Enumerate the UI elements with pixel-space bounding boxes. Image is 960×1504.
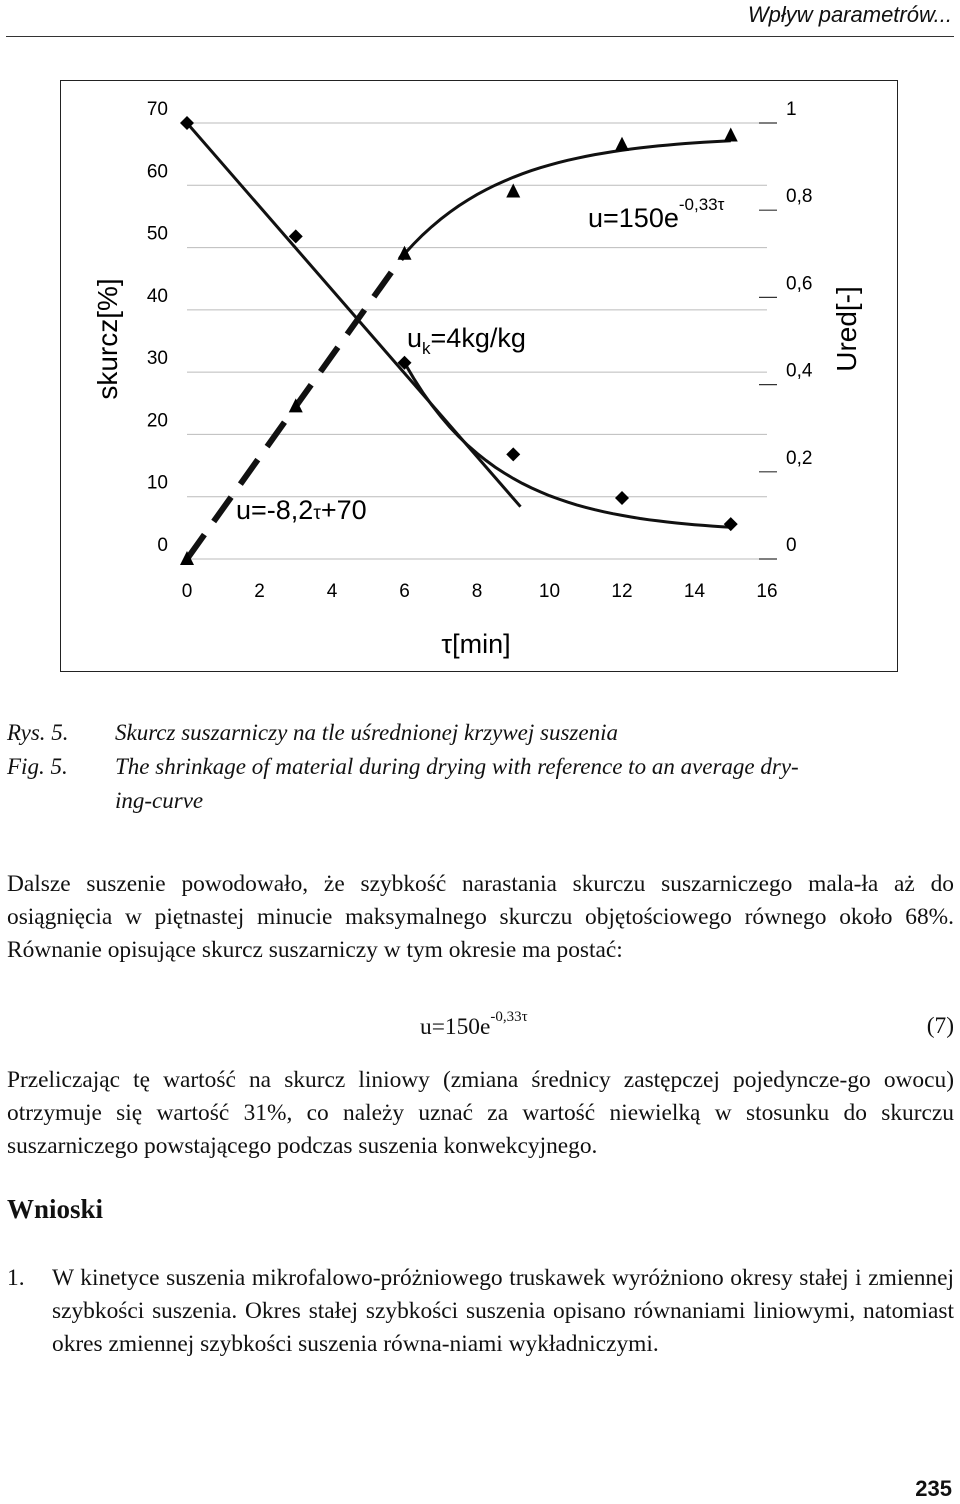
left-axis-ticks: [147, 99, 168, 556]
right-tick-label: 0,2: [786, 447, 813, 469]
left-tick-label: 10: [146, 472, 168, 494]
page-number: 235: [915, 1476, 952, 1501]
annotation-uk: $u_k=4kg/kg$: [407, 323, 526, 358]
left-tick-label: 30: [146, 348, 168, 370]
x-tick-label: 14: [683, 581, 706, 602]
annotation-exp-equation: [588, 195, 725, 233]
x-axis-ticks: [182, 581, 778, 602]
right-tick-label: 0: [786, 535, 797, 556]
diamond-marker: [615, 491, 629, 505]
diamond-marker: [506, 447, 520, 461]
right-tick-label: 0,6: [786, 273, 813, 295]
equation-number: (7): [926, 1013, 954, 1039]
x-tick-label: 16: [756, 581, 778, 602]
figure-caption: [7, 716, 955, 818]
x-tick-label: 4: [326, 581, 338, 602]
running-head: Wpływ parametrów...: [747, 2, 952, 27]
x-tick-label: 12: [611, 581, 633, 602]
triangle-marker: [724, 127, 738, 141]
left-tick-label: 50: [146, 223, 168, 245]
left-tick-label: 70: [146, 99, 168, 120]
annotation-exp-exponent: -0,33τ: [678, 195, 725, 214]
x-tick-label: 0: [181, 581, 193, 602]
right-tick-label: 1: [786, 99, 797, 120]
paragraph-1: Dalsze suszenie powodowało, że szybkość narastania skurczu suszarniczego mala-ła aż do osiągnięcia w piętnastej minucie maksymalnego skurczu objętościowego równego około 68%. Równanie opisujące skurcz suszarniczy w tym okresie ma postać:: [7, 871, 954, 963]
x-tick-label: 2: [254, 581, 265, 602]
chart-svg: [61, 81, 896, 670]
annotation-linear-equation: u=-8,2τ+70: [236, 495, 367, 525]
right-axis-ticks: [759, 99, 813, 559]
y-axis-left-label: skurcz[%]: [92, 278, 123, 400]
triangle-marker: [615, 137, 629, 151]
right-tick-label: 0,8: [786, 186, 813, 208]
x-tick-label: 10: [538, 581, 561, 602]
equation-7: $u=150e^{-0,33\tau}$ (7): [420, 1009, 954, 1040]
left-tick-label: 40: [146, 285, 168, 307]
left-tick-label: 0: [157, 535, 168, 556]
diamond-marker: [724, 517, 738, 531]
x-tick-label: 6: [399, 581, 410, 602]
left-tick-label: 60: [146, 161, 168, 183]
x-tick-label: 8: [471, 581, 483, 602]
y-axis-right-label: Ured[-]: [831, 286, 862, 372]
caption-polish: Rys. 5. Skurcz suszarniczy na tle uśrednionej krzywej suszenia: [7, 720, 618, 745]
caption-english-cont: ing-curve: [115, 788, 204, 813]
list-item: 1. W kinetyce suszenia mikrofalowo-próżniowego truskawek wyróżniono okresy stałej i zmiennej szybkości suszenia. Okres stałej szybkości suszenia opisano równaniami liniowymi, natomiast okres zmiennej szybkości suszenia równa-niami wykładniczymi.: [7, 1265, 954, 1357]
right-tick-label: 0,4: [786, 360, 813, 382]
annotation-exp-base: u=150e: [588, 203, 679, 233]
figure-chart: [60, 80, 898, 672]
section-title: Wnioski: [7, 1194, 104, 1224]
paragraph-2: Przeliczając tę wartość na skurcz liniowy (zmiana średnicy zastępczej pojedyncze-go owocu) otrzymuje się wartość 31%, co należy uznać za wartość niewielką w stosunku do skurczu suszarniczego powstającego podczas suszenia konwekcyjnego.: [7, 1067, 954, 1159]
drying-curve: [405, 363, 731, 528]
left-tick-label: 20: [146, 410, 168, 432]
x-axis-label: τ[min]: [441, 629, 511, 659]
header-rule: [6, 36, 954, 37]
caption-english: Fig. 5. The shrinkage of material during drying with reference to an average dry-: [7, 754, 799, 779]
